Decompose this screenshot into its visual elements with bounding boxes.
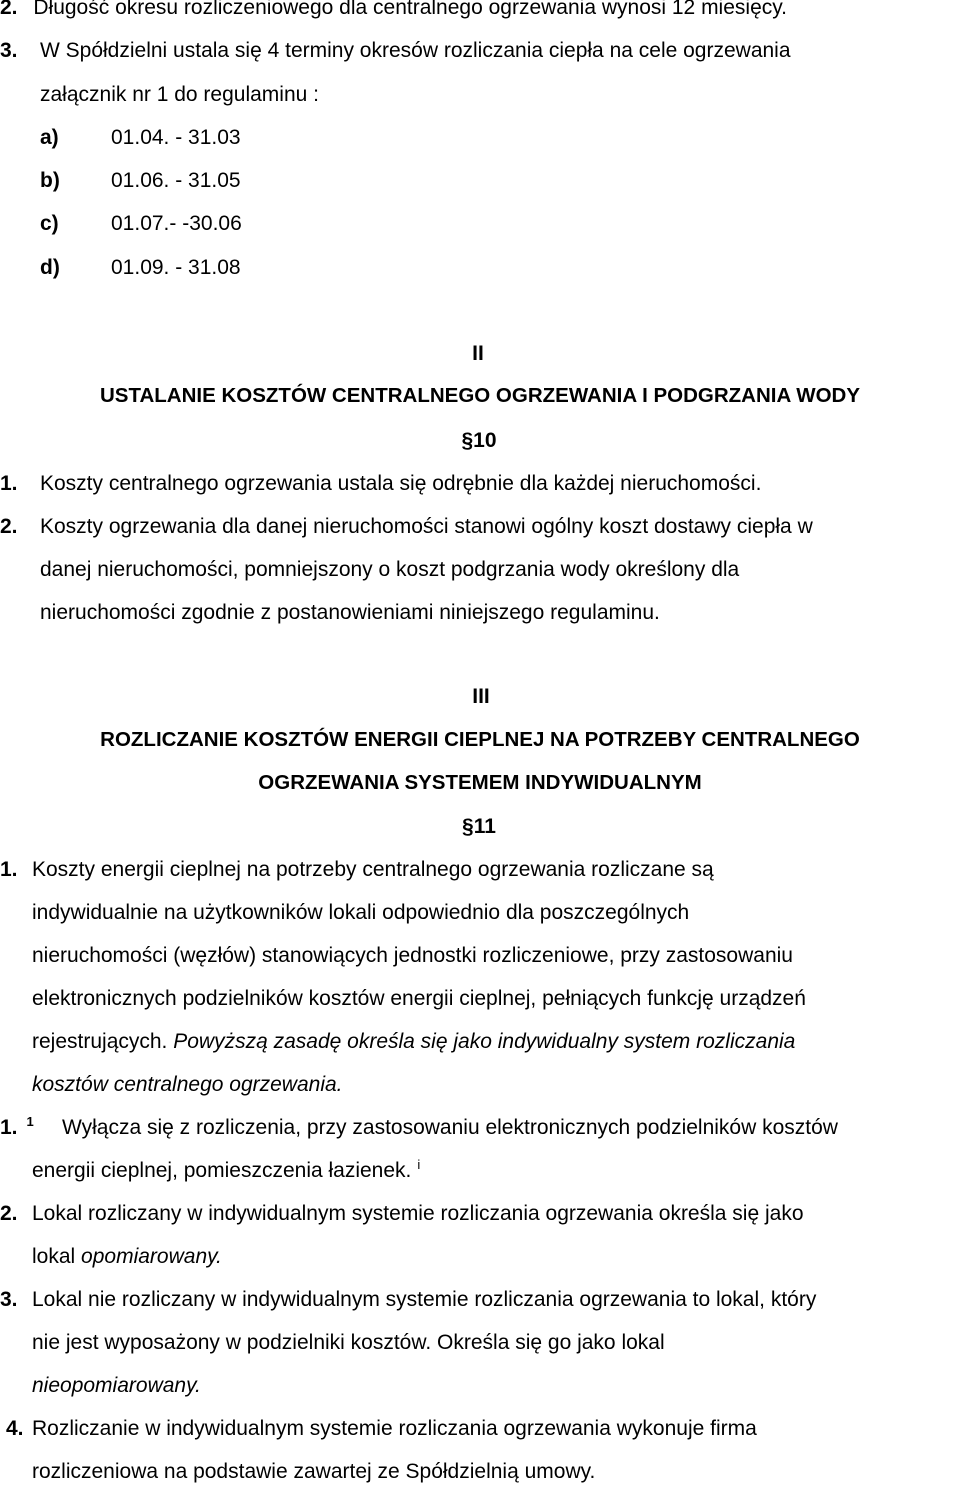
ch3-item-1-line-6: kosztów centralnego ogrzewania. <box>32 1073 343 1096</box>
ch2-item-2-line-3: nieruchomości zgodnie z postanowieniami niniejszego regulaminu. <box>40 601 660 624</box>
ch3-item-3-line-1: Lokal nie rozliczany w indywidualnym systemie rozliczania ogrzewania to lokal, który <box>32 1288 817 1311</box>
ch3-item-1-line-4: elektronicznych podzielników kosztów energii cieplnej, pełniących funkcję urządzeń <box>32 987 806 1010</box>
term-value-d: 01.09. - 31.08 <box>111 256 241 279</box>
term-label-c: c) <box>40 212 59 235</box>
paragraph-item-2 <box>0 0 787 22</box>
chapter-2-roman: II <box>472 342 484 365</box>
ch3-item-1-number: 1. <box>0 858 18 881</box>
chapter-2-title: USTALANIE KOSZTÓW CENTRALNEGO OGRZEWANIA I PODGRZANIA WODY <box>100 384 860 407</box>
chapter-3-title-line-1: ROZLICZANIE KOSZTÓW ENERGII CIEPLNEJ NA POTRZEBY CENTRALNEGO <box>100 728 860 751</box>
item-number: 1. <box>0 1116 18 1139</box>
item-text: Długość okresu rozliczeniowego dla centralnego ogrzewania wynosi 12 miesięcy. <box>33 0 788 19</box>
ch3-item-4-number: 4. <box>6 1417 24 1440</box>
ch3-item-4-line-1: Rozliczanie w indywidualnym systemie rozliczania ogrzewania wykonuje firma <box>32 1417 757 1440</box>
line-5-plain: rejestrujących. <box>32 1030 168 1053</box>
term-label-a: a) <box>40 126 59 149</box>
line-2-italic: opomiarowany. <box>81 1245 222 1268</box>
ch3-item-3-line-3: nieopomiarowany. <box>32 1374 201 1397</box>
ch3-item-1-1-line-1: Wyłącza się z rozliczenia, przy zastosowaniu elektronicznych podzielników kosztów <box>62 1116 838 1139</box>
ch3-item-2-line-1: Lokal rozliczany w indywidualnym systemie rozliczania ogrzewania określa się jako <box>32 1202 804 1225</box>
item-superscript: 1 <box>26 1114 34 1129</box>
ch2-item-1-number: 1. <box>0 472 18 495</box>
ch3-item-3-number: 3. <box>0 1288 18 1311</box>
term-value-a: 01.04. - 31.03 <box>111 126 241 149</box>
chapter-3-roman: III <box>472 685 490 708</box>
section-sign: § <box>461 429 474 452</box>
ch3-item-1-line-5 <box>32 1028 795 1056</box>
paragraph-number: 10 <box>473 429 497 452</box>
footnote-reference[interactable]: i <box>417 1157 421 1172</box>
line-2-plain: lokal <box>32 1245 76 1268</box>
term-label-b: b) <box>40 169 60 192</box>
item-3-line-2: załącznik nr 1 do regulaminu : <box>40 83 319 106</box>
ch3-item-4-line-2: rozliczeniowa na podstawie zawartej ze Spółdzielnią umowy. <box>32 1460 596 1483</box>
ch3-item-2-line-2 <box>32 1243 222 1271</box>
ch3-item-2-number: 2. <box>0 1202 18 1225</box>
item-number: 3. <box>0 39 18 62</box>
term-label-d: d) <box>40 256 60 279</box>
paragraph-number: 11 <box>473 815 496 838</box>
term-value-b: 01.06. - 31.05 <box>111 169 241 192</box>
ch3-item-1-line-2: indywidualnie na użytkowników lokali odpowiednio dla poszczególnych <box>32 901 690 924</box>
line-2-text: energii cieplnej, pomieszczenia łazienek. <box>32 1159 412 1182</box>
ch3-item-1-1-number <box>0 1114 34 1142</box>
chapter-3-title-line-2: OGRZEWANIA SYSTEMEM INDYWIDUALNYM <box>258 771 702 794</box>
item-3-line-1: W Spółdzielni ustala się 4 terminy okresów rozliczania ciepła na cele ogrzewania <box>40 39 791 62</box>
line-5-italic: Powyższą zasadę określa się jako indywidualny system rozliczania <box>173 1030 796 1053</box>
item-number: 2. <box>0 0 18 19</box>
paragraph-11-heading <box>0 813 958 841</box>
ch3-item-1-line-1: Koszty energii cieplnej na potrzeby centralnego ogrzewania rozliczane są <box>32 858 714 881</box>
paragraph-10-heading <box>0 427 958 455</box>
ch3-item-1-line-3: nieruchomości (węzłów) stanowiących jednostki rozliczeniowe, przy zastosowaniu <box>32 944 793 967</box>
term-value-c: 01.07.- -30.06 <box>111 212 242 235</box>
ch3-item-1-1-line-2 <box>32 1157 420 1185</box>
ch3-item-3-line-2: nie jest wyposażony w podzielniki kosztów. Określa się go jako lokal <box>32 1331 665 1354</box>
ch2-item-2-number: 2. <box>0 515 18 538</box>
ch2-item-2-line-1: Koszty ogrzewania dla danej nieruchomości stanowi ogólny koszt dostawy ciepła w <box>40 515 813 538</box>
paragraph-item-3 <box>0 37 18 65</box>
section-sign: § <box>462 815 474 838</box>
ch2-item-2-line-2: danej nieruchomości, pomniejszony o koszt podgrzania wody określony dla <box>40 558 740 581</box>
ch2-item-1-text: Koszty centralnego ogrzewania ustala się odrębnie dla każdej nieruchomości. <box>40 472 762 495</box>
